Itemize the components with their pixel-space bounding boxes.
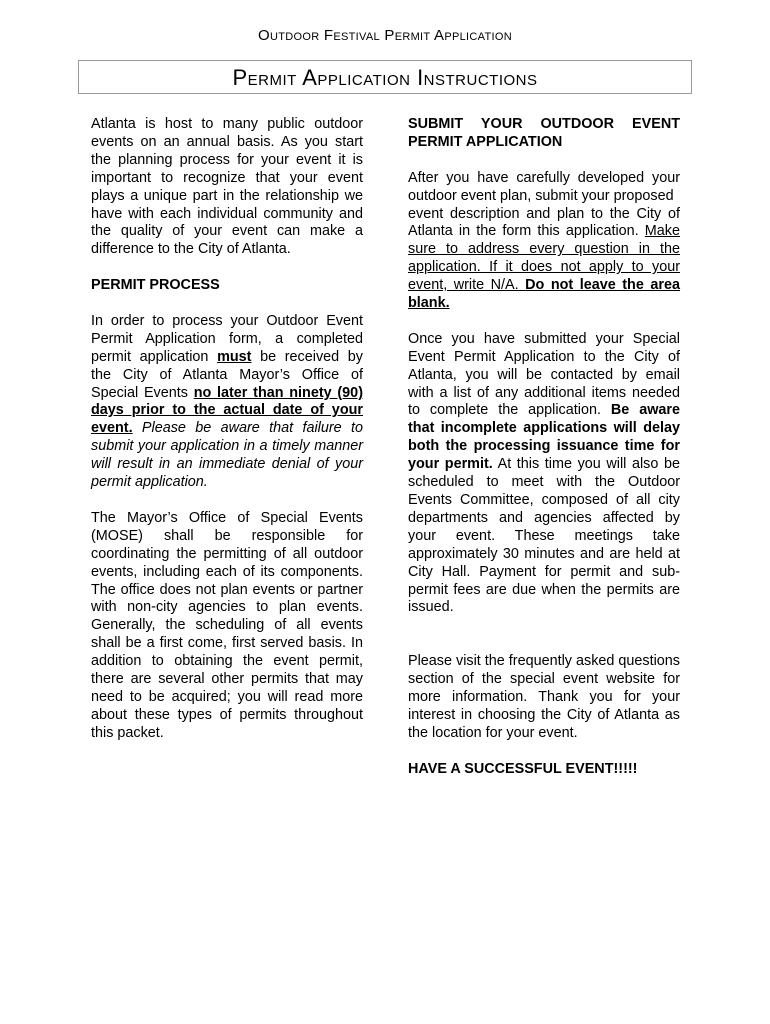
process-text-a: In order to process your Outdoor Event Permit Application form, a completed permit application <box>91 312 363 365</box>
must-emphasis: must <box>217 348 252 365</box>
intro-paragraph: Atlanta is host to many public outdoor events on an annual basis. As you start the planning process for your event it is important to recognize that your event plays a unique part in the relationship we have with each individual community and the quality of your event can make a difference to the City of Atlanta. <box>91 116 363 258</box>
permit-process-heading: PERMIT PROCESS <box>91 277 220 294</box>
process-text-b: be received by the City of Atlanta Mayor’s Office of Special Events <box>91 348 363 401</box>
contact-text-b: At this time you will also be scheduled to meet with the Outdoor Events Committee, composed of all city departments and agencies affected by your event. These meetings take approximately 30 minutes and are held at City Hall. Payment for permit and sub-permit fees are due when the permits are issued. <box>408 456 680 616</box>
denial-warning: Please be aware that failure to submit your application in a timely manner will result in an immediate denial of your permit application. <box>91 420 363 491</box>
incomplete-warning: Be aware that incomplete applications will delay both the processing issuance time for your permit. <box>408 402 680 473</box>
deadline-emphasis: no later than ninety (90) days prior to the actual date of your event. <box>91 384 363 437</box>
page-title: Permit Application Instructions <box>232 65 538 90</box>
do-not-leave-blank: Do not leave the area blank. <box>408 277 680 312</box>
right-column <box>408 116 680 796</box>
closing-line: HAVE A SUCCESSFUL EVENT!!!!! <box>408 760 638 777</box>
spacer <box>408 635 680 653</box>
address-every-question: Make sure to address every question in the application. If it does not apply to your event, write N/A. <box>408 223 680 294</box>
submit-text-b: event description and plan to the City of Atlanta in the form this application. <box>408 205 680 240</box>
submit-paragraph <box>408 170 680 313</box>
contact-text-a: Once you have submitted your Special Event Permit Application to the City of Atlanta, you will be contacted by email with a list of any additional items needed to complete the application. <box>408 330 680 419</box>
faq-paragraph: Please visit the frequently asked questions section of the special event website for more information. Thank you for your interest in choosing the City of Atlanta as the location for your event. <box>408 653 680 741</box>
submit-text-a: After you have carefully developed your outdoor event plan, submit your proposed <box>408 169 680 204</box>
contact-paragraph <box>408 331 680 618</box>
permit-process-paragraph <box>91 313 363 492</box>
page-title-box <box>78 60 692 94</box>
mose-paragraph: The Mayor’s Office of Special Events (MOSE) shall be responsible for coordinating the permitting of all outdoor events, including each of its components. The office does not plan events or partner with non-city agencies to plan events. Generally, the scheduling of all events shall be a first come, first served basis. In addition to obtaining the event permit, there are several other permits that may need to be acquired; you will read more about these types of permits throughout this packet. <box>91 509 363 741</box>
running-header: Outdoor Festival Permit Application <box>258 27 512 44</box>
left-column <box>91 116 363 761</box>
submit-heading: SUBMIT YOUR OUTDOOR EVENT PERMIT APPLICATION <box>408 116 680 150</box>
